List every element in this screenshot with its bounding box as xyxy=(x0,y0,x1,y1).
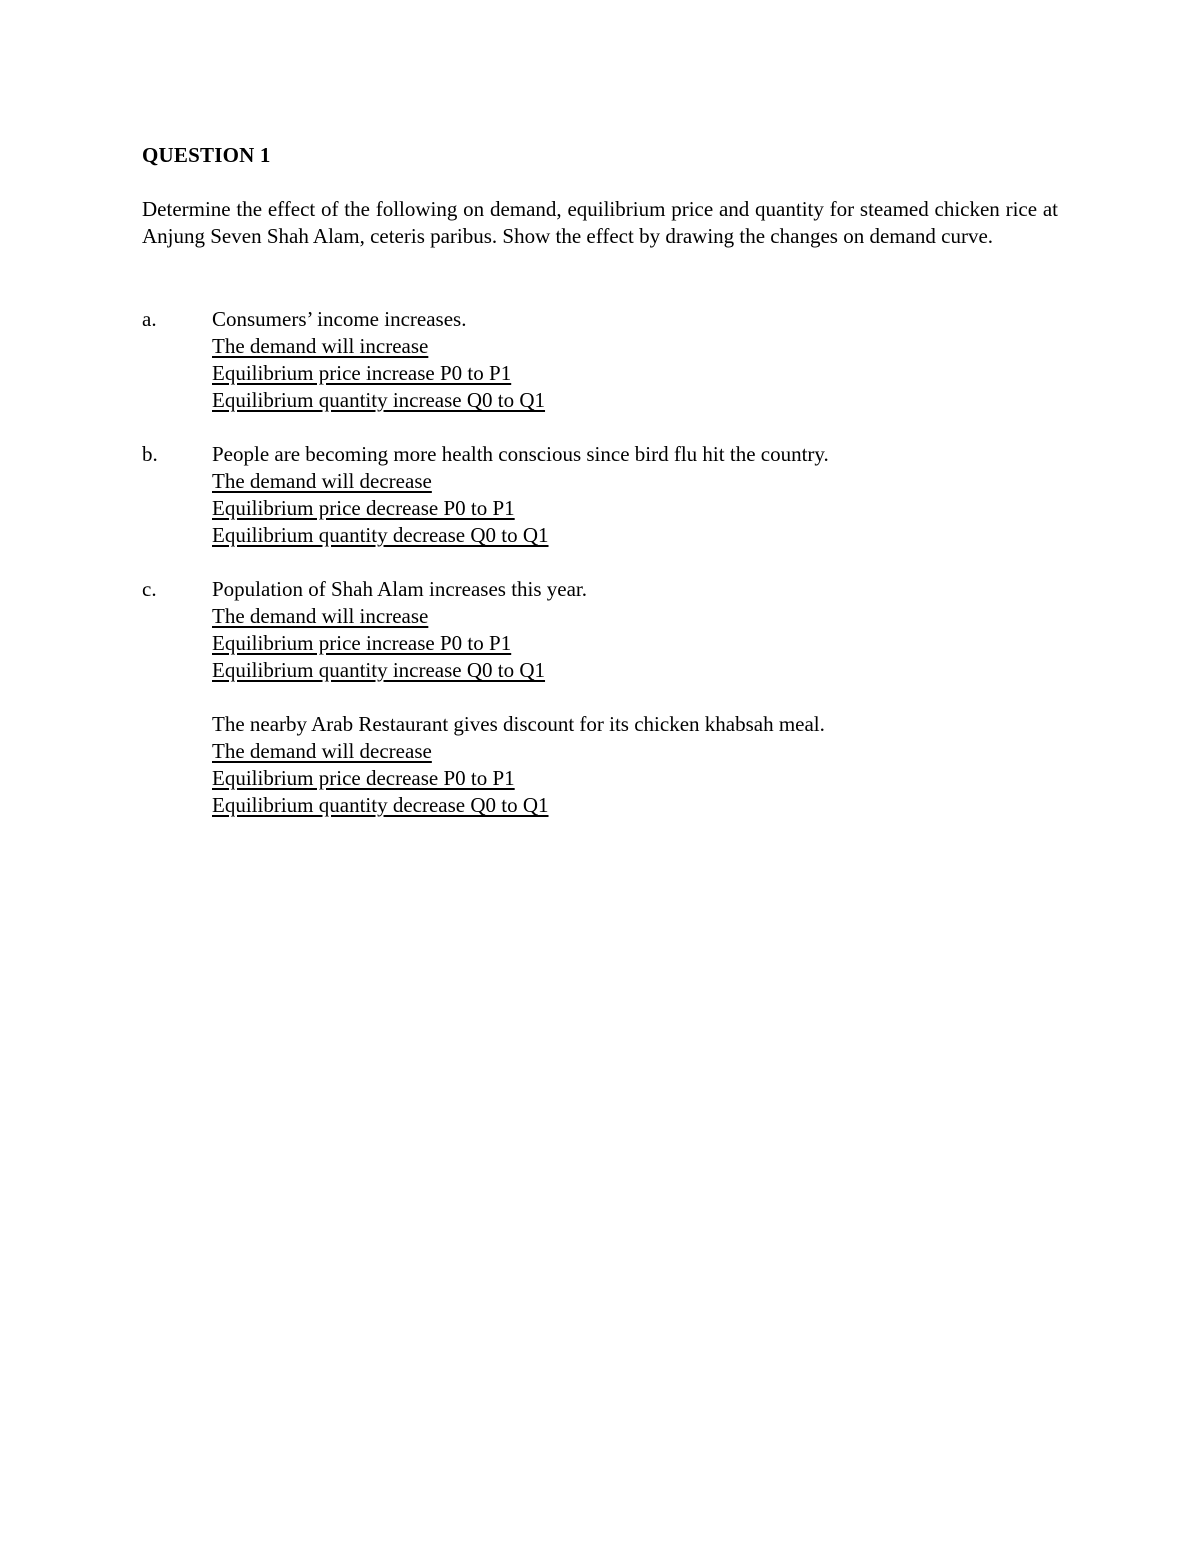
intro-text: Determine the effect of the following on demand, equilibrium price and quantity for steamed chicken rice at Anjung Seven Shah Alam, ceteris paribus. Show the effect by drawing the changes on demand curve. xyxy=(142,197,1058,248)
item-letter: a. xyxy=(142,307,157,331)
item-body xyxy=(212,441,1058,549)
item-body xyxy=(212,306,1058,414)
item-statement: Population of Shah Alam increases this year. xyxy=(212,577,588,601)
item-answer: Equilibrium quantity decrease Q0 to Q1 xyxy=(212,793,549,817)
item-answer: Equilibrium price increase P0 to P1 xyxy=(212,361,512,385)
item-answer: Equilibrium price increase P0 to P1 xyxy=(212,631,512,655)
item-body xyxy=(212,711,1058,819)
item-answer: The demand will increase xyxy=(212,334,429,358)
item-answer: Equilibrium quantity increase Q0 to Q1 xyxy=(212,658,546,682)
item-answer: The demand will decrease xyxy=(212,739,432,763)
item-answer: The demand will decrease xyxy=(212,469,432,493)
item-body xyxy=(212,576,1058,684)
item-answer: The demand will increase xyxy=(212,604,429,628)
item-statement: The nearby Arab Restaurant gives discount for its chicken khabsah meal. xyxy=(212,712,825,736)
question-heading: QUESTION 1 xyxy=(142,143,271,167)
item-answer: Equilibrium price decrease P0 to P1 xyxy=(212,766,515,790)
item-letter: b. xyxy=(142,442,158,466)
item-statement: Consumers’ income increases. xyxy=(212,307,467,331)
item-answer: Equilibrium quantity increase Q0 to Q1 xyxy=(212,388,546,412)
item-answer: Equilibrium price decrease P0 to P1 xyxy=(212,496,515,520)
item-answer: Equilibrium quantity decrease Q0 to Q1 xyxy=(212,523,549,547)
item-statement: People are becoming more health conscious since bird flu hit the country. xyxy=(212,442,829,466)
question-intro xyxy=(142,196,1058,250)
item-letter: c. xyxy=(142,577,157,601)
